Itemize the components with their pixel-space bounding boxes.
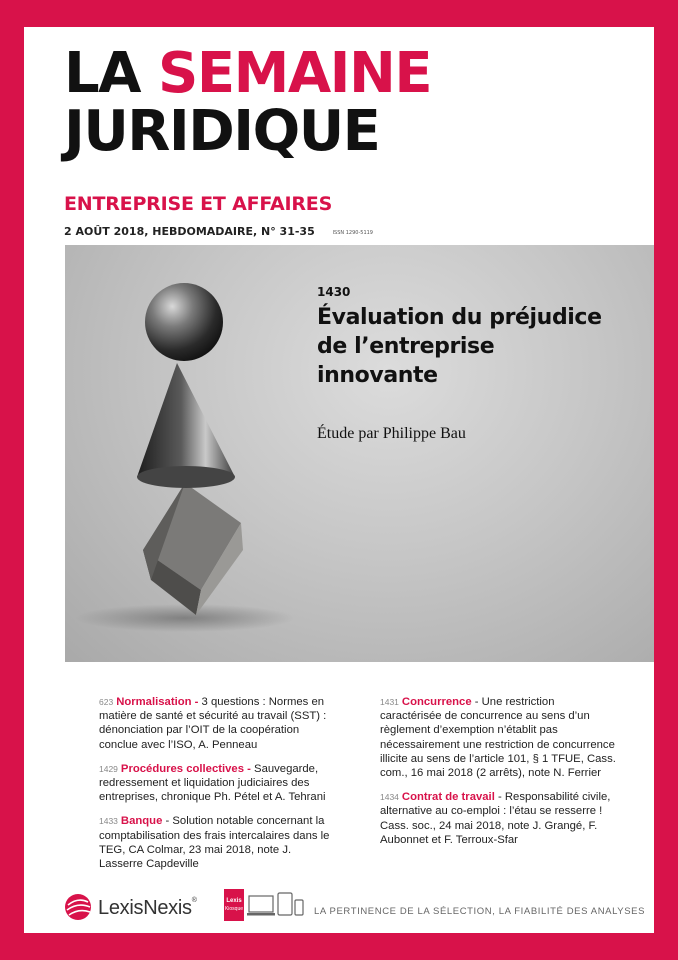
kiosque-app-icon[interactable] [224,889,244,921]
brand-registered-mark: ® [191,897,197,904]
item-category: Banque [120,815,163,828]
cover-article-author: Étude par Philippe Bau [317,425,466,442]
summary-item[interactable] [380,790,618,847]
item-category: Concurrence [401,696,472,708]
cover-article-number: 1430 [317,285,351,299]
cone-shape [137,363,235,477]
item-text: - Responsabilité civile, alternative au co-emploi : l’étau se resserre ! Cass. soc., 24 mai 2018, note J. Grangé, F. Aubonnet et F. Terroux-Sfar [380,791,611,846]
kiosque-label: Lexis [226,898,242,904]
summary-item[interactable] [380,695,618,780]
cover-article-title[interactable] [317,303,647,390]
issn: ISSN 1290-5119 [332,230,373,236]
summary-column-left [99,695,337,881]
item-category: Contrat de travail [401,791,495,804]
item-text: 3 questions : Normes en matière de santé et sécurité au travail (SST) : dénonciation par l’OIT de la coopération conclue avec l’ISO, A. Penneau [99,696,327,751]
summary-item[interactable] [99,695,337,752]
footer-tagline: LA PERTINENCE DE LA SÉLECTION, LA FIABILITÉ DES ANALYSES [314,906,646,917]
kiosque-label: Kiosque [224,906,244,912]
masthead-la: LA [64,41,141,106]
phone-icon [295,900,303,915]
item-number: 1433 [99,816,118,827]
item-text: - Une restriction caractérisée de concurrence au sens d’un règlement d’exemption n’établit pas nécessairement une restriction de concurrence illicite au sens de l’article 101, § 1 TFUE, Cass. com., 16 mai 2018 (2 arrêts), note N. Ferrier [380,696,616,780]
cover-title-line: de l’entreprise [317,334,495,359]
cover-title-line: Évaluation du préjudice [317,305,602,330]
issue-dateline [64,225,373,238]
item-number: 1429 [99,763,118,774]
item-number: 623 [99,697,114,707]
cover-title-line: innovante [317,363,438,388]
item-number: 1434 [380,792,399,803]
tablet-icon [278,893,292,915]
devices-icon [247,891,307,921]
summary-item[interactable] [99,762,337,805]
item-text: - Solution notable concernant la comptabilisation des frais intercalaires dans le TEG, CA Colmar, 23 mai 2018, note J. Lasserre Capdeville [99,815,330,871]
masthead-semaine: SEMAINE [158,41,432,106]
cover-footer [64,885,646,925]
item-number: 1431 [380,697,399,707]
brand-name: LexisNexis [98,897,192,919]
sphere-shape [145,283,223,361]
masthead-subtitle: ENTREPRISE ET AFFAIRES [64,193,333,215]
laptop-icon [247,896,275,916]
summary-item[interactable] [99,814,337,871]
masthead-juridique: JURIDIQUE [64,99,380,164]
item-category: Normalisation - [116,696,199,708]
lexisnexis-brand[interactable] [98,897,197,920]
lexisnexis-globe-logo-icon [64,893,94,921]
cover-illustration [65,245,654,662]
item-category: Procédures collectives - [120,762,251,775]
summary-column-right [380,695,618,857]
masthead [64,41,432,164]
item-text: Sauvegarde, redressement et liquidation judiciaires des entreprises, chronique Ph. Pétel et A. Tehrani [99,762,326,804]
cover-sheet [24,27,654,933]
issue-date: 2 AOÛT 2018, HEBDOMADAIRE, N° 31-35 [64,225,315,238]
